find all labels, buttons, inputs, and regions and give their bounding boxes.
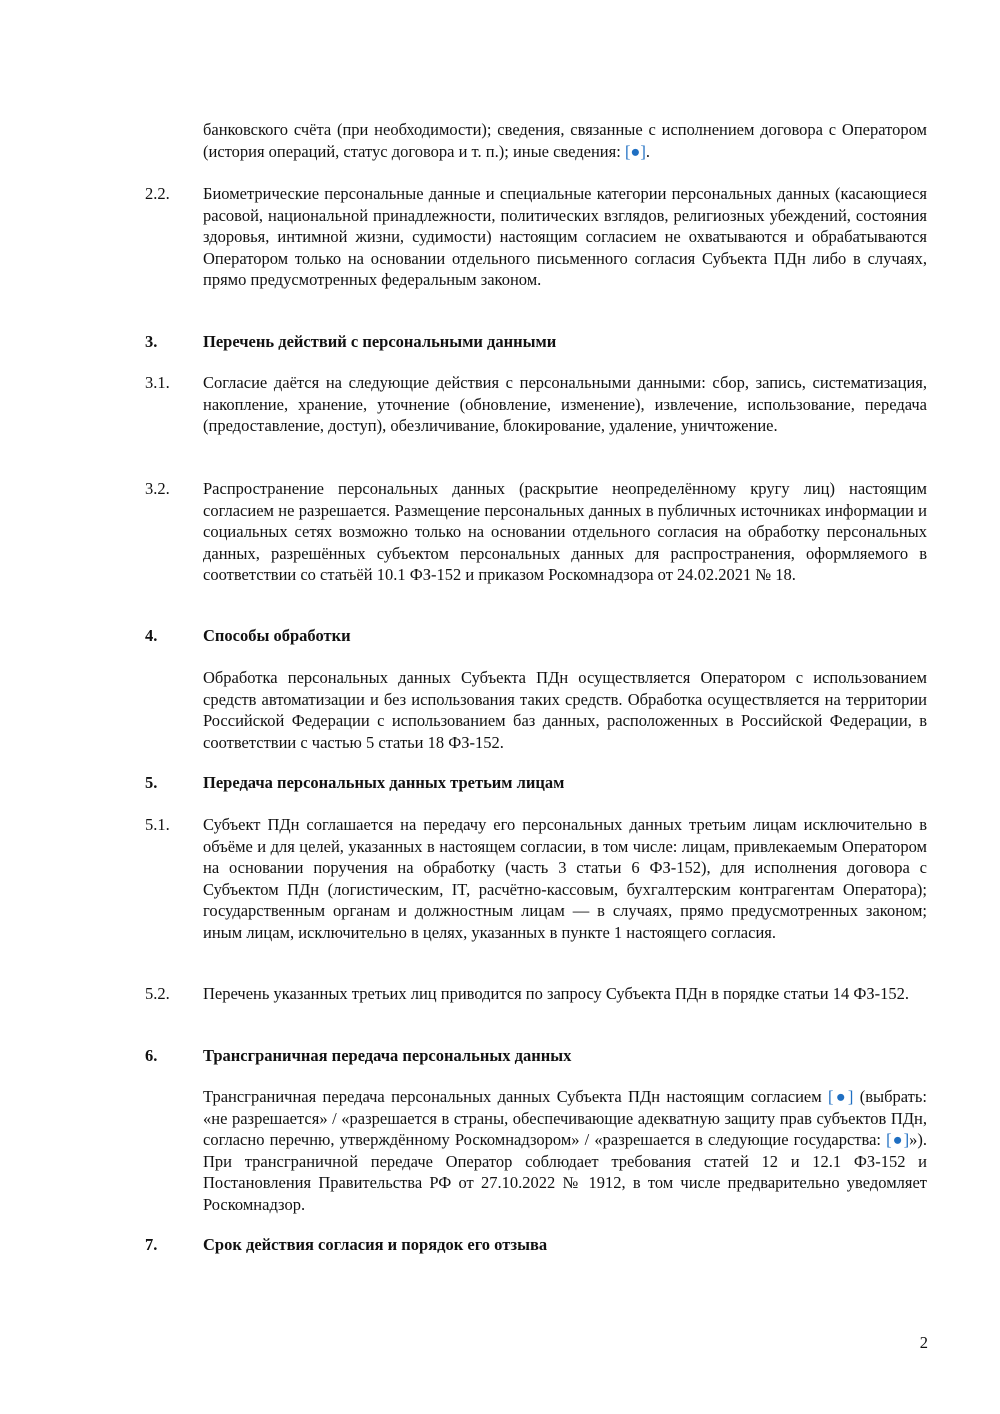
clause-text: Согласие даётся на следующие действия с персональными данными: сбор, запись, систематизация, накопление, хранение, уточнение (обновление, изменение), извлечение, использование, передача (предоставление, доступ), обезличивание, блокирование, удаление, уничтожение. bbox=[203, 373, 927, 435]
clause-text: Распространение персональных данных (раскрытие неопределённому кругу лиц) настоящим согласием не разрешается. Размещение персональных данных в публичных источниках информации и социальных сетях возможно только на основании отдельного согласия на обработку персональных данных, разрешённых субъектом персональных данных для распространения, оформляемого в соответствии со статьёй 10.1 ФЗ-152 и приказом Роскомнадзора от 24.02.2021 № 18. bbox=[203, 479, 927, 584]
section-heading-5 bbox=[145, 772, 927, 794]
paragraph-text bbox=[203, 119, 927, 162]
section-title: Срок действия согласия и порядок его отзыва bbox=[203, 1235, 548, 1254]
section-heading-7 bbox=[145, 1234, 927, 1256]
clause-text: Биометрические персональные данные и специальные категории персональных данных (касающиеся расовой, национальной принадлежности, политических взглядов, религиозных убеждений, состояния здоровья, интимной жизни, судимости) настоящим согласием не охватываются и обрабатываются Оператором только на основании отдельного письменного согласия Субъекта ПДн либо в случаях, прямо предусмотренных федеральным законом. bbox=[203, 184, 927, 289]
paragraph-text-part: Трансграничная передача персональных данных Субъекта ПДн настоящим согласием bbox=[203, 1087, 829, 1106]
paragraph-text-part: банковского счёта (при необходимости); сведения, связанные с исполнением договора с Оператором (история операций, статус договора и т. п.); иные сведения: bbox=[203, 120, 927, 161]
paragraph-text-part: »). При трансграничной передаче Оператор соблюдает требования статей 12 и 12.1 ФЗ-152 и Постановления Правительства РФ от 27.10.2022 № 1912, в том числе предварительно уведомляет Роскомнадзор. bbox=[203, 1130, 927, 1214]
clause-number: 5.2. bbox=[145, 984, 170, 1003]
section-number: 6. bbox=[145, 1046, 158, 1065]
clause-5-2 bbox=[145, 983, 927, 1005]
section-heading-4 bbox=[145, 625, 927, 647]
placeholder-marker: [●] bbox=[886, 1130, 910, 1149]
paragraph-text: Обработка персональных данных Субъекта ПДн осуществляется Оператором с использованием средств автоматизации и без использования таких средств. Обработка осуществляется на территории Российской Федерации с использованием баз данных, расположенных в Российской Федерации, в соответствии с частью 5 статьи 18 ФЗ-152. bbox=[203, 668, 927, 752]
clause-number: 2.2. bbox=[145, 184, 170, 203]
page-number: 2 bbox=[919, 1333, 928, 1352]
clause-text: Перечень указанных третьих лиц приводится по запросу Субъекта ПДн в порядке статьи 14 ФЗ-152. bbox=[203, 984, 909, 1003]
clause-5-1 bbox=[145, 814, 927, 943]
clause-text: Субъект ПДн соглашается на передачу его персональных данных третьим лицам исключительно в объёме и для целей, указанных в настоящем согласии, в том числе: лицам, привлекаемым Оператором на основании поручения на обработку (часть 3 статьи 6 ФЗ-152), для исполнения договора с Субъектом ПДн (логистическим, IT, расчётно-кассовым, бухгалтерским контрагентам Оператора); государственным органам и должностным лицам — в случаях, прямо предусмотренных законом; иным лицам, исключительно в целях, указанных в пункте 1 настоящего согласия. bbox=[203, 815, 927, 942]
section-heading-3 bbox=[145, 331, 927, 353]
section-heading-6 bbox=[145, 1045, 927, 1067]
clause-number: 5.1. bbox=[145, 815, 170, 834]
clause-3-2 bbox=[145, 478, 927, 586]
section-6-paragraph bbox=[145, 1086, 927, 1215]
clause-number: 3.1. bbox=[145, 373, 170, 392]
section-number: 5. bbox=[145, 773, 158, 792]
section-title: Передача персональных данных третьим лицам bbox=[203, 773, 565, 792]
placeholder-marker: [●] bbox=[624, 141, 646, 161]
section-4-paragraph bbox=[145, 667, 927, 753]
clause-2-2 bbox=[145, 183, 927, 291]
section-number: 3. bbox=[145, 332, 158, 351]
paragraph-text bbox=[203, 1086, 927, 1215]
paragraph-continuation bbox=[145, 119, 927, 162]
clause-3-1 bbox=[145, 372, 927, 437]
clause-number: 3.2. bbox=[145, 479, 170, 498]
placeholder-marker: [●] bbox=[828, 1087, 854, 1106]
paragraph-text-part: (выбрать: «не разрешается» / «разрешается в страны, обеспечивающие адекватную защиту прав субъектов ПДн, согласно перечню, утверждённому Роскомнадзором» / «разрешается в следующие государства: bbox=[203, 1087, 927, 1149]
paragraph-text-part: . bbox=[645, 141, 651, 161]
section-number: 7. bbox=[145, 1235, 158, 1254]
section-title: Способы обработки bbox=[203, 626, 351, 645]
section-title: Перечень действий с персональными данными bbox=[203, 332, 557, 351]
section-number: 4. bbox=[145, 626, 158, 645]
section-title: Трансграничная передача персональных данных bbox=[203, 1046, 572, 1065]
